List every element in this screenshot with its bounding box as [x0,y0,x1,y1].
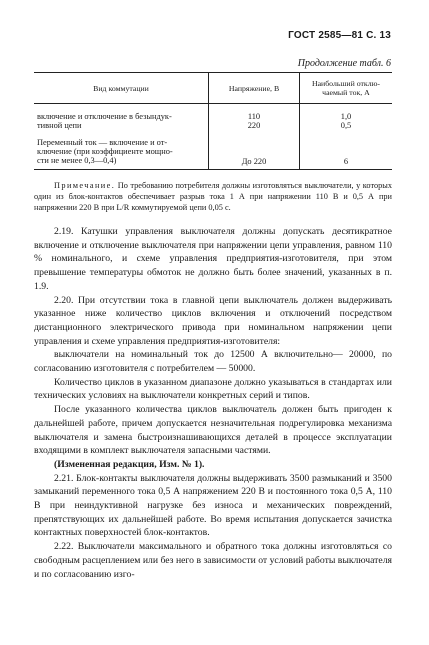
table-row [34,134,392,170]
cell-value: 0,5 [340,121,352,130]
paragraph-2-22: 2.22. Выключатели максимального и обратного тока должны изготовляться со свободным расцеплением или без него в зависимости от условий работы выключателя и по согласованию изго- [34,541,392,580]
paragraph-cycles: Количество циклов в указанном диапазоне должно указываться в стандартах или технических условиях на выключатели конкретных серий и типов. [34,376,392,402]
note-label: Примечание. [54,181,116,190]
column-header-current: Наибольший отклю- чаемый ток, А [300,73,393,104]
table-header-row [34,73,392,104]
cell-line: включение и отключение в безындук- [37,112,172,121]
main-text [34,225,392,581]
table-cell-current [300,134,393,170]
cell-value: До 220 [241,157,267,166]
cell-value: 6 [343,157,349,166]
table-cell-voltage [209,134,300,170]
table-note [34,180,392,213]
table-cell-voltage [209,104,300,135]
cell-line: Переменный ток — включение и от- [37,138,168,147]
paragraph-after-cycles: После указанного количества циклов выключатель должен быть пригоден к дальнейшей работе, причем допускается незначительная подрегулировка механизма выключателя и замена быстроизнашивающихся деталей в процессе эксплуатации входящими в комплект выключателя запасными частями. [34,404,392,457]
table-continuation-label: Продолжение табл. 6 [297,58,391,69]
table-cell-type [34,104,209,135]
cell-line: сти не менее 0,3—0,4) [37,156,117,165]
standard-header: ГОСТ 2585—81 С. 13 [288,30,391,41]
table-cell-current [300,104,393,135]
cell-value: 1,0 [340,112,352,121]
table-row [34,104,392,135]
note-text: По требованию потребителя должны изготовляться выключатели, у которых один из блок-контактов обеспечивает разрыв тока 1 А при напряжении 110 В и 0,5 А при напряжении 220 В при L/R коммутируемой цепи 0,05 с. [34,181,392,212]
revision-note [34,458,392,472]
paragraph-2-20: 2.20. При отсутствии тока в главной цепи выключатель должен выдерживать указанное ниже количество циклов включения и отключений посредством дистанционного электрического привода при номинальном напряжении цепи управления и схеме управления предприятия-изготовителя: [34,294,392,347]
paragraph-2-19: 2.19. Катушки управления выключателя должны допускать десятикратное включение и отключение выключателя при напряжении цепи управления, равном 110 % номинального, и схеме управления предприятия-изготовителя, при этом превышение температуры обмоток не должно быть более значений, указанных в п. 1.9. [34,226,392,292]
paragraph-2-21: 2.21. Блок-контакты выключателя должны выдерживать 3500 размыканий и 3500 замыканий переменного тока 0,5 А напряжением 220 В и постоянного тока 0,5 А, 110 В при неиндуктивной нагрузке без износа и механических повреждений, препятствующих их дальнейшей работе. Во время испытания допускается зачистка контактных поверхностей блок-контактов. [34,472,392,539]
cell-value: 110 [247,112,261,121]
commutation-table [34,72,392,170]
cell-line: ключение (при коэффициенте мощно- [37,147,173,156]
paragraph-2-20-switches: выключатели на номинальный ток до 12500 А включительно— 20000, по согласованию изготовителя с потребителем — 50000. [34,349,392,375]
column-header-voltage: Напряжение, В [209,73,300,104]
cell-line: тивной цепи [37,121,82,130]
revision-note-text: (Измененная редакция, Изм. № 1). [54,458,205,470]
cell-value: 220 [247,121,261,130]
column-header-type: Вид коммутации [34,73,209,104]
table-cell-type [34,134,209,170]
